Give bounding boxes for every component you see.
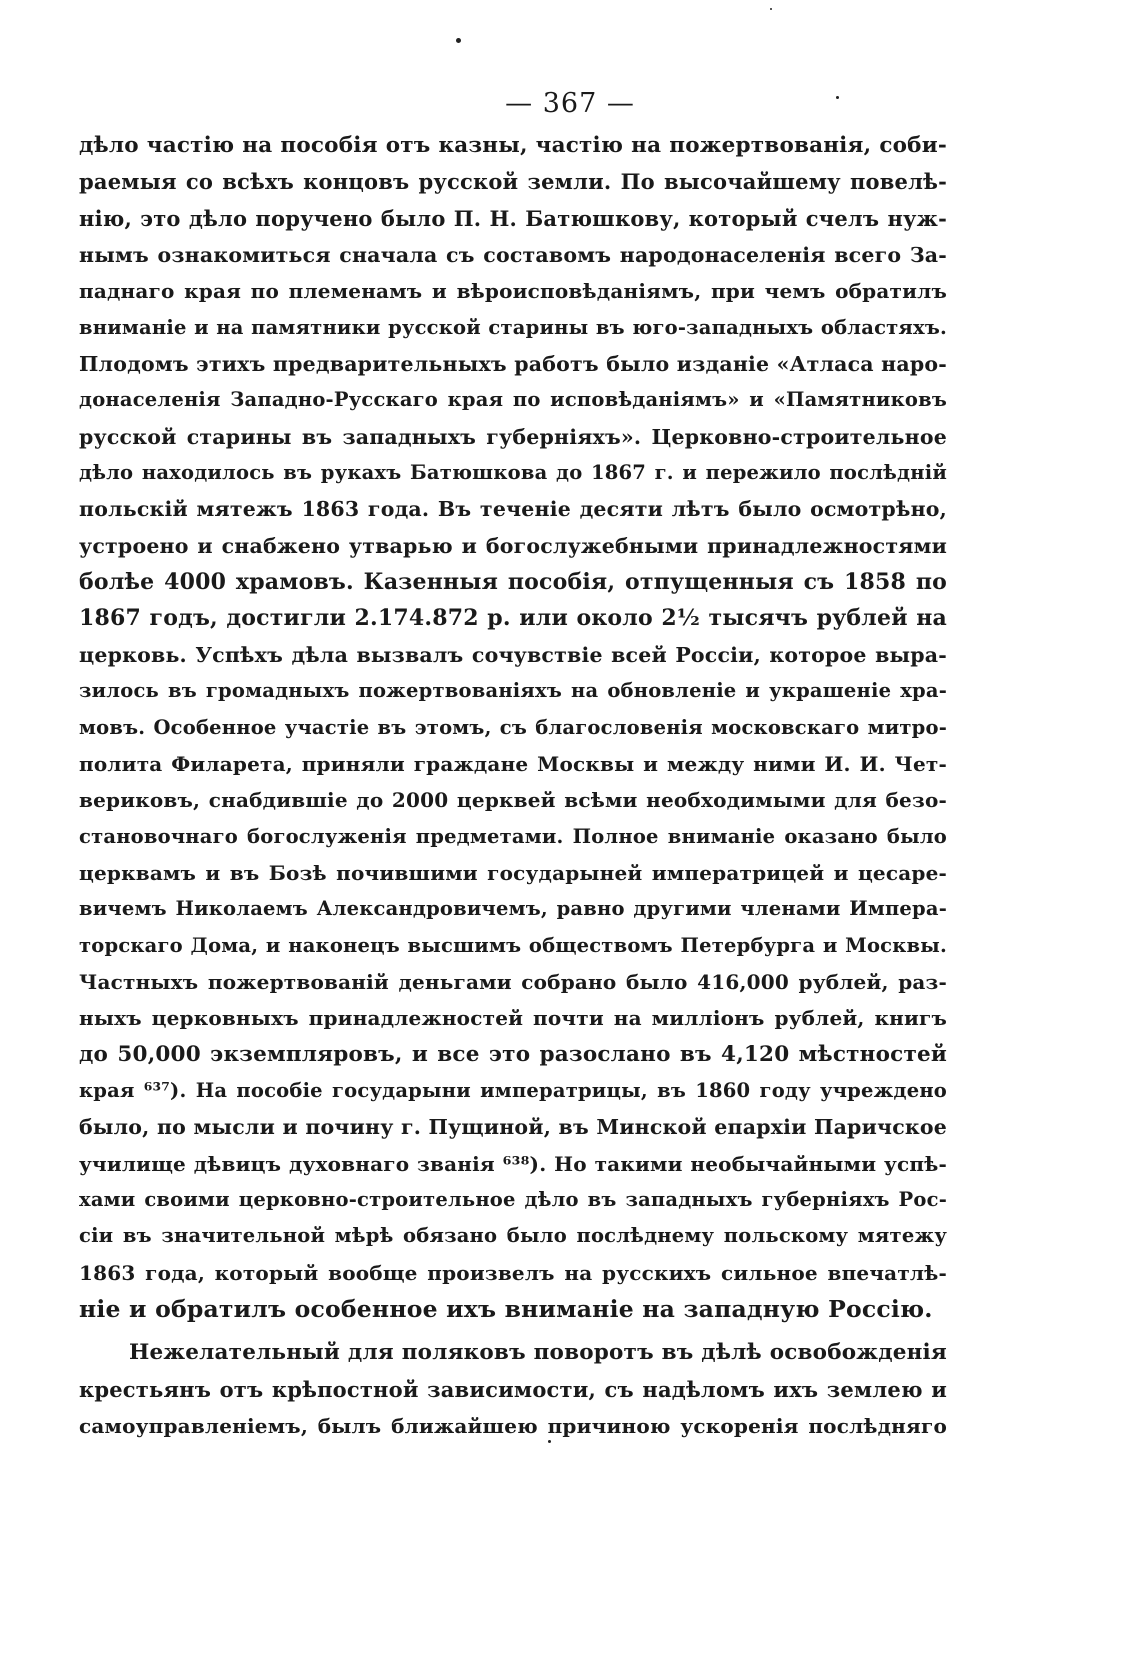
text-line: становочнаго богослуженія предметами. Полное вниманіе оказано было bbox=[79, 824, 947, 848]
text-line: торскаго Дома, и наконецъ высшимъ обществомъ Петербурга и Москвы. bbox=[79, 933, 947, 957]
text-line: польскій мятежъ 1863 года. Въ теченіе десяти лѣтъ было осмотрѣно, bbox=[79, 497, 947, 522]
text-line: церковь. Успѣхъ дѣла вызвалъ сочувствіе всей Россіи, которое выра- bbox=[79, 642, 947, 667]
ink-speck bbox=[456, 38, 461, 43]
text-line: дѣло находилось въ рукахъ Батюшкова до 1867 г. и пережило послѣдній bbox=[79, 461, 947, 485]
text-line: устроено и снабжено утварью и богослужебными принадлежностями bbox=[79, 533, 947, 558]
text-line: дѣло частію на пособія отъ казны, частію на пожертвованія, соби- bbox=[79, 133, 947, 158]
text-line: вериковъ, снабдившіе до 2000 церквей всѣми необходимыми для безо- bbox=[79, 788, 947, 813]
text-line: Частныхъ пожертвованій деньгами собрано было 416,000 рублей, раз- bbox=[79, 969, 947, 994]
text-line: училище дѣвицъ духовнаго званія ⁶³⁸). Но такими необычайными успѣ- bbox=[79, 1151, 947, 1176]
text-line: было, по мысли и почину г. Пущиной, въ Минской епархіи Паричское bbox=[79, 1115, 947, 1140]
text-line: 1867 годъ, достигли 2.174.872 р. или около 2½ тысячъ рублей на bbox=[79, 605, 947, 632]
text-line: 1863 года, который вообще произвелъ на русскихъ сильное впечатлѣ- bbox=[79, 1260, 947, 1285]
text-line: зилось въ громадныхъ пожертвованіяхъ на обновленіе и украшеніе хра- bbox=[79, 679, 947, 703]
body-text bbox=[79, 128, 947, 1444]
text-line: полита Филарета, приняли граждане Москвы и между ними И. И. Чет- bbox=[79, 751, 947, 776]
text-line: паднаго края по племенамъ и вѣроисповѣданіямъ, при чемъ обратилъ bbox=[79, 279, 947, 304]
text-line: нію, это дѣло поручено было П. Н. Батюшкову, который счелъ нуж- bbox=[79, 205, 947, 231]
text-line: церквамъ и въ Бозѣ почившими государыней императрицей и цесаре- bbox=[79, 860, 947, 885]
paragraph bbox=[79, 128, 947, 1327]
text-line: раемыя со всѣхъ концовъ русской земли. По высочайшему повелѣ- bbox=[79, 169, 947, 195]
text-line: вниманіе и на памятники русской старины въ юго-западныхъ областяхъ. bbox=[79, 315, 947, 339]
text-line: болѣе 4000 храмовъ. Казенныя пособія, отпущенныя съ 1858 по bbox=[79, 569, 947, 596]
text-line: донаселенія Западно-Русскаго края по исповѣданіямъ» и «Памятниковъ bbox=[79, 388, 947, 412]
text-line: ніе и обратилъ особенное ихъ вниманіе на западную Россію. bbox=[79, 1295, 933, 1323]
paragraph bbox=[79, 1335, 947, 1444]
text-line: нымъ ознакомиться сначала съ составомъ народонаселенія всего За- bbox=[79, 243, 947, 268]
text-line: вичемъ Николаемъ Александровичемъ, равно другими членами Импера- bbox=[79, 897, 947, 921]
text-line: до 50,000 экземпляровъ, и все это разослано въ 4,120 мѣстностей bbox=[79, 1041, 947, 1067]
text-line: самоуправленіемъ, былъ ближайшею причиною ускоренія послѣдняго bbox=[79, 1414, 947, 1439]
text-line: Нежелательный для поляковъ поворотъ въ дѣлѣ освобожденія bbox=[129, 1340, 947, 1366]
text-line: ныхъ церковныхъ принадлежностей почти на милліонъ рублей, книгъ bbox=[79, 1006, 947, 1031]
ink-speck bbox=[770, 8, 772, 10]
page-number: — 367 — bbox=[505, 88, 635, 119]
text-line: хами своими церковно-строительное дѣло въ западныхъ губерніяхъ Рос- bbox=[79, 1187, 947, 1211]
text-line: крестьянъ отъ крѣпостной зависимости, съ надѣломъ ихъ землею и bbox=[79, 1376, 947, 1402]
text-line: мовъ. Особенное участіе въ этомъ, съ благословенія московскаго митро- bbox=[79, 715, 947, 739]
text-line: края ⁶³⁷). На пособіе государыни императрицы, въ 1860 году учреждено bbox=[79, 1078, 947, 1102]
text-line: Плодомъ этихъ предварительныхъ работъ было изданіе «Атласа наро- bbox=[79, 352, 947, 377]
text-line: русской старины въ западныхъ губерніяхъ». Церковно-строительное bbox=[79, 424, 947, 449]
text-line: сіи въ значительной мѣрѣ обязано было послѣднему польскому мятежу bbox=[79, 1224, 947, 1248]
